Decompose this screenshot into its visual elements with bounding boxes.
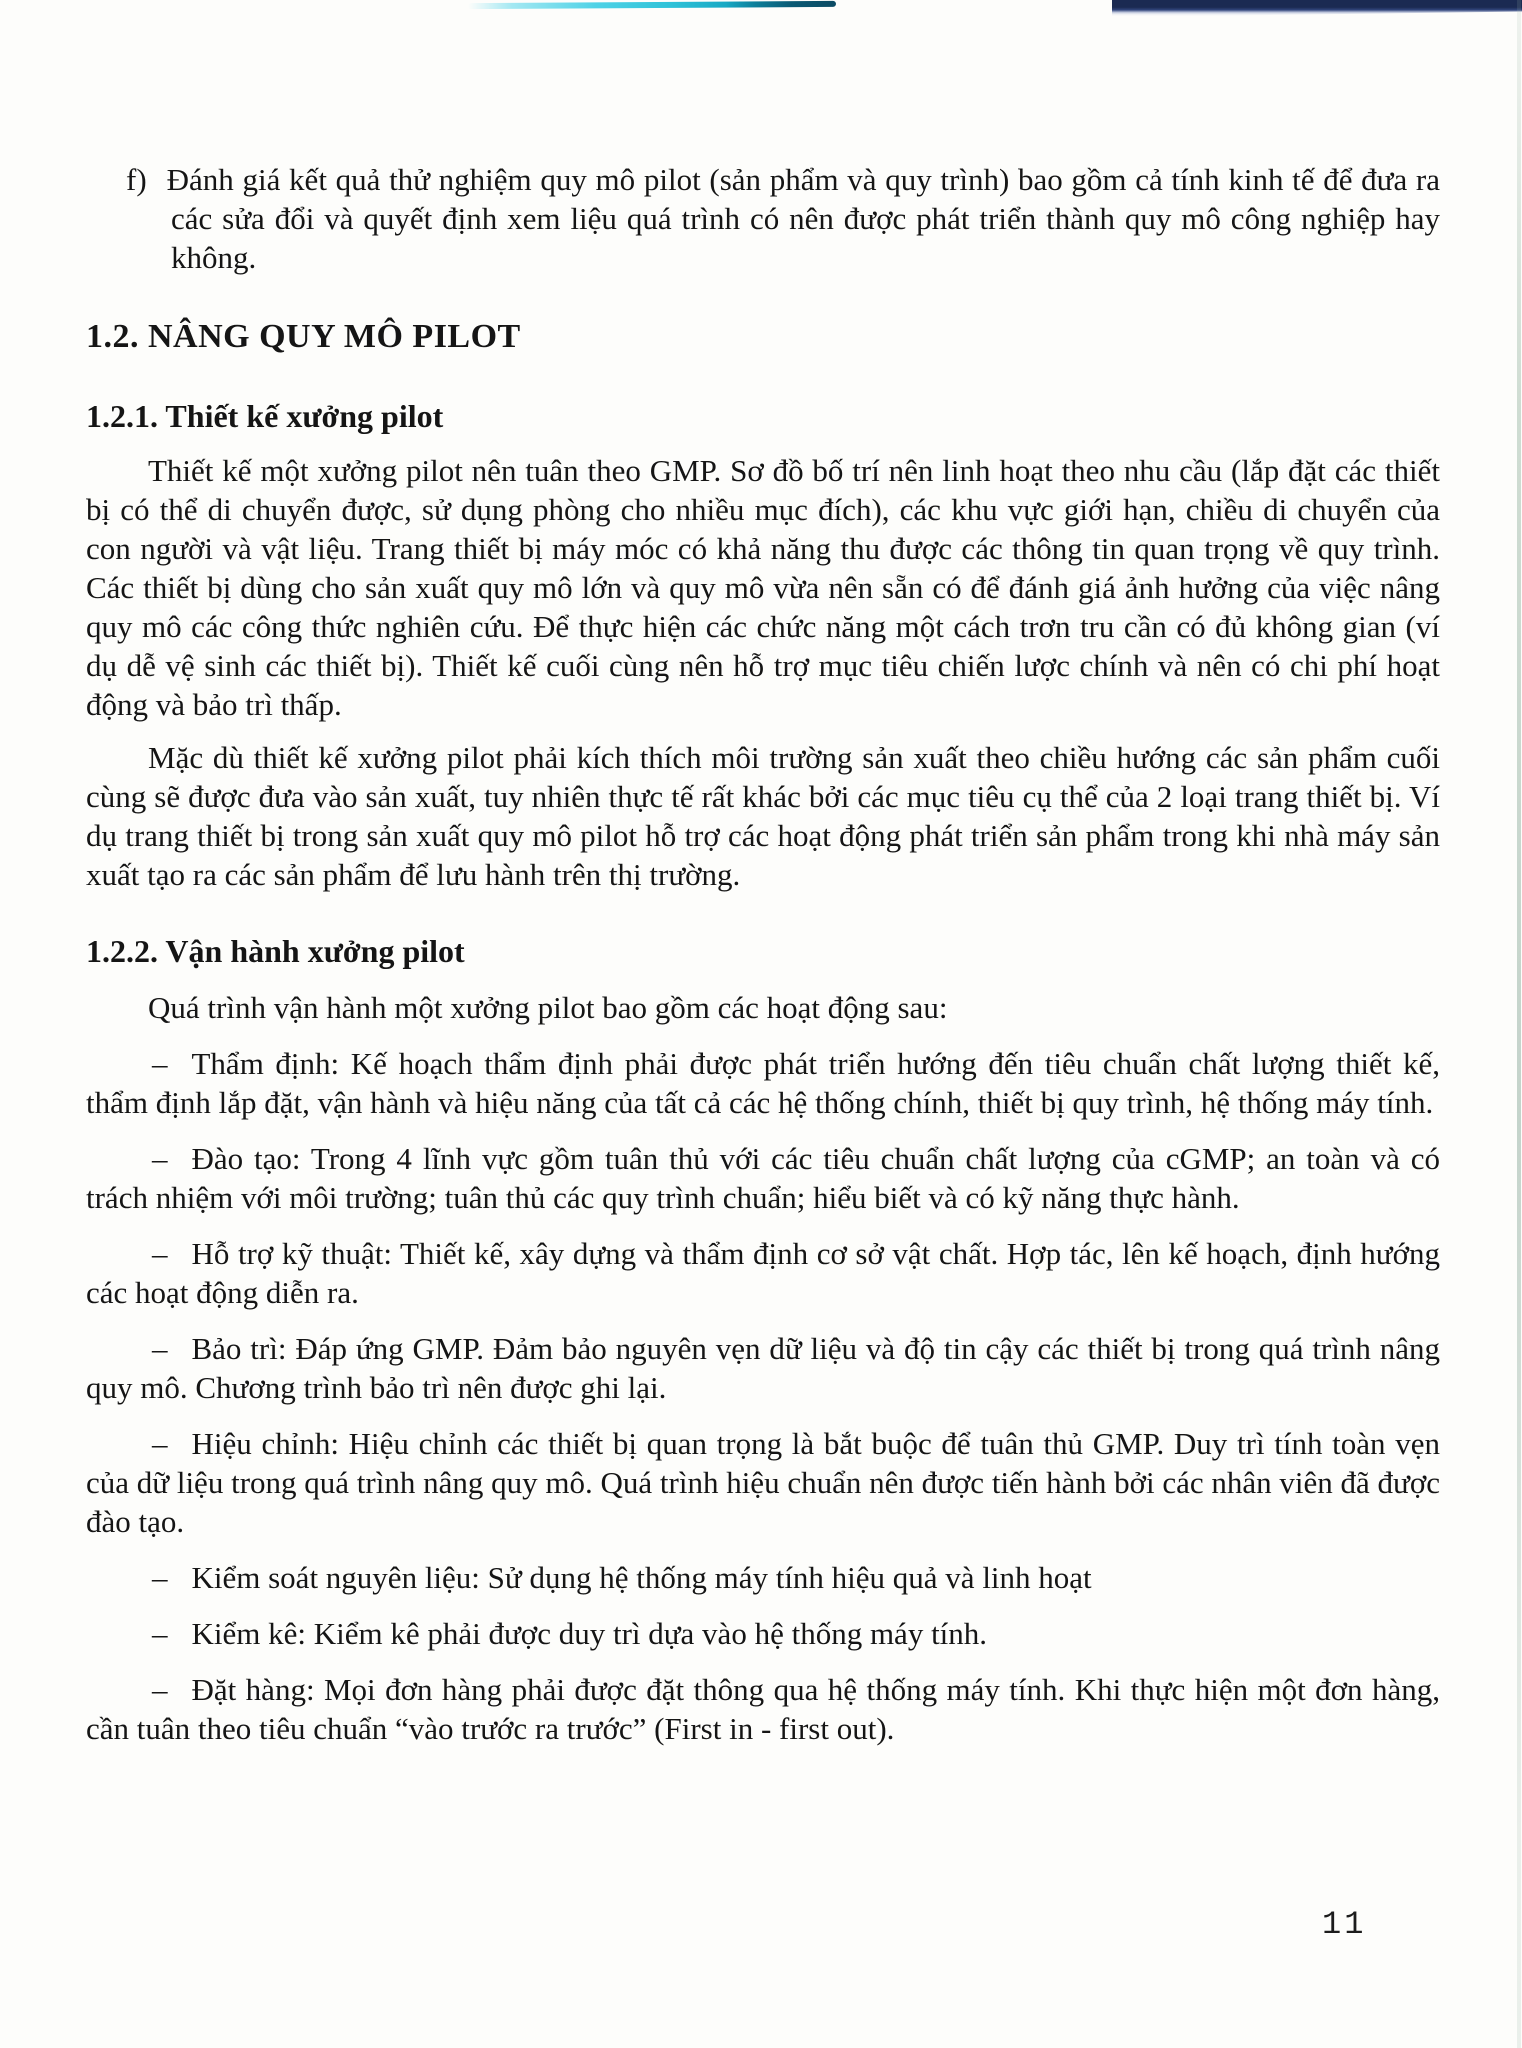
bullet-dash: – bbox=[152, 1672, 168, 1707]
bullet-text: Đào tạo: Trong 4 lĩnh vực gồm tuân thủ với các tiêu chuẩn chất lượng của cGMP; an toàn và có trách nhiệm với môi trường; tuân thủ các quy trình chuẩn; hiểu biết và có kỹ năng thực hành. bbox=[86, 1141, 1440, 1215]
list-item-f-text: Đánh giá kết quả thử nghiệm quy mô pilot (sản phẩm và quy trình) bao gồm cả tính kinh tế để đưa ra các sửa đổi và quyết định xem liệu quá trình có nên được phát triển thành quy mô công nghiệp hay không. bbox=[166, 162, 1440, 275]
bullet-item-tham-dinh bbox=[86, 1044, 1440, 1122]
scan-artifact-navy-edge bbox=[1112, 0, 1522, 16]
bullet-item-bao-tri bbox=[86, 1329, 1440, 1407]
bullet-dash: – bbox=[152, 1616, 168, 1651]
bullet-text: Thẩm định: Kế hoạch thẩm định phải được phát triển hướng đến tiêu chuẩn chất lượng thiết kế, thẩm định lắp đặt, vận hành và hiệu năng của tất cả các hệ thống chính, thiết bị quy trình, hệ thống máy tính. bbox=[86, 1046, 1440, 1120]
bullet-item-dao-tao bbox=[86, 1139, 1440, 1217]
bullet-item-hieu-chinh bbox=[86, 1424, 1440, 1541]
bullet-text: Kiểm kê: Kiểm kê phải được duy trì dựa vào hệ thống máy tính. bbox=[191, 1616, 988, 1651]
list-item-f bbox=[86, 160, 1440, 277]
scan-artifact-cyan-line bbox=[468, 1, 836, 9]
section-heading-1-2: 1.2. NÂNG QUY MÔ PILOT bbox=[86, 318, 521, 355]
bullet-dash: – bbox=[152, 1141, 168, 1176]
section-heading-1-2-1: 1.2.1. Thiết kế xưởng pilot bbox=[86, 398, 444, 434]
bullet-text: Hỗ trợ kỹ thuật: Thiết kế, xây dựng và thẩm định cơ sở vật chất. Hợp tác, lên kế hoạch, định hướng các hoạt động diễn ra. bbox=[86, 1236, 1440, 1310]
bullet-text: Đặt hàng: Mọi đơn hàng phải được đặt thông qua hệ thống máy tính. Khi thực hiện một đơn hàng, cần tuân theo tiêu chuẩn “vào trước ra trước” (First in - first out). bbox=[86, 1672, 1440, 1746]
paragraph-design-1: Thiết kế một xưởng pilot nên tuân theo GMP. Sơ đồ bố trí nên linh hoạt theo nhu cầu (lắp đặt các thiết bị có thể di chuyển được, sử dụng phòng cho nhiều mục đích), các khu vực giới hạn, chiều di chuyển của con người và vật liệu. Trang thiết bị máy móc có khả năng thu được các thông tin quan trọng về quy trình. Các thiết bị dùng cho sản xuất quy mô lớn và quy mô vừa nên sẵn có để đánh giá ảnh hưởng của việc nâng quy mô các công thức nghiên cứu. Để thực hiện các chức năng một cách trơn tru cần có đủ không gian (ví dụ dễ vệ sinh các thiết bị). Thiết kế cuối cùng nên hỗ trợ mục tiêu chiến lược chính và nên có chi phí hoạt động và bảo trì thấp. bbox=[86, 453, 1440, 722]
bullet-item-ho-tro-ky-thuat bbox=[86, 1234, 1440, 1312]
list-item-f-label: f) bbox=[126, 162, 147, 197]
bullet-dash: – bbox=[152, 1331, 168, 1366]
page-content bbox=[86, 160, 1440, 1748]
bullet-text: Kiểm soát nguyên liệu: Sử dụng hệ thống máy tính hiệu quả và linh hoạt bbox=[191, 1560, 1092, 1595]
section-heading-1-2-2: 1.2.2. Vận hành xưởng pilot bbox=[86, 933, 465, 969]
bullet-dash: – bbox=[152, 1046, 168, 1081]
bullet-dash: – bbox=[152, 1236, 168, 1271]
bullet-text: Hiệu chỉnh: Hiệu chỉnh các thiết bị quan trọng là bắt buộc để tuân thủ GMP. Duy trì tính toàn vẹn của dữ liệu trong quá trình nâng quy mô. Quá trình hiệu chuẩn nên được tiến hành bởi các nhân viên đã được đào tạo. bbox=[86, 1426, 1440, 1539]
bullet-item-kiem-ke bbox=[86, 1614, 1440, 1653]
bullet-item-dat-hang bbox=[86, 1670, 1440, 1748]
bullet-dash: – bbox=[152, 1560, 168, 1595]
page-right-edge-line bbox=[1517, 0, 1521, 2048]
bullet-dash: – bbox=[152, 1426, 168, 1461]
bullet-text: Bảo trì: Đáp ứng GMP. Đảm bảo nguyên vẹn dữ liệu và độ tin cậy các thiết bị trong quá trình nâng quy mô. Chương trình bảo trì nên được ghi lại. bbox=[86, 1331, 1440, 1405]
paragraph-design-2: Mặc dù thiết kế xưởng pilot phải kích thích môi trường sản xuất theo chiều hướng các sản phẩm cuối cùng sẽ được đưa vào sản xuất, tuy nhiên thực tế rất khác bởi các mục tiêu cụ thể của 2 loại trang thiết bị. Ví dụ trang thiết bị trong sản xuất quy mô pilot hỗ trợ các hoạt động phát triển sản phẩm trong khi nhà máy sản xuất tạo ra các sản phẩm để lưu hành trên thị trường. bbox=[86, 740, 1440, 892]
page-number: 11 bbox=[1322, 1906, 1367, 1943]
bullet-item-kiem-soat-nguyen-lieu bbox=[86, 1558, 1440, 1597]
operations-intro: Quá trình vận hành một xưởng pilot bao gồm các hoạt động sau: bbox=[148, 990, 948, 1025]
